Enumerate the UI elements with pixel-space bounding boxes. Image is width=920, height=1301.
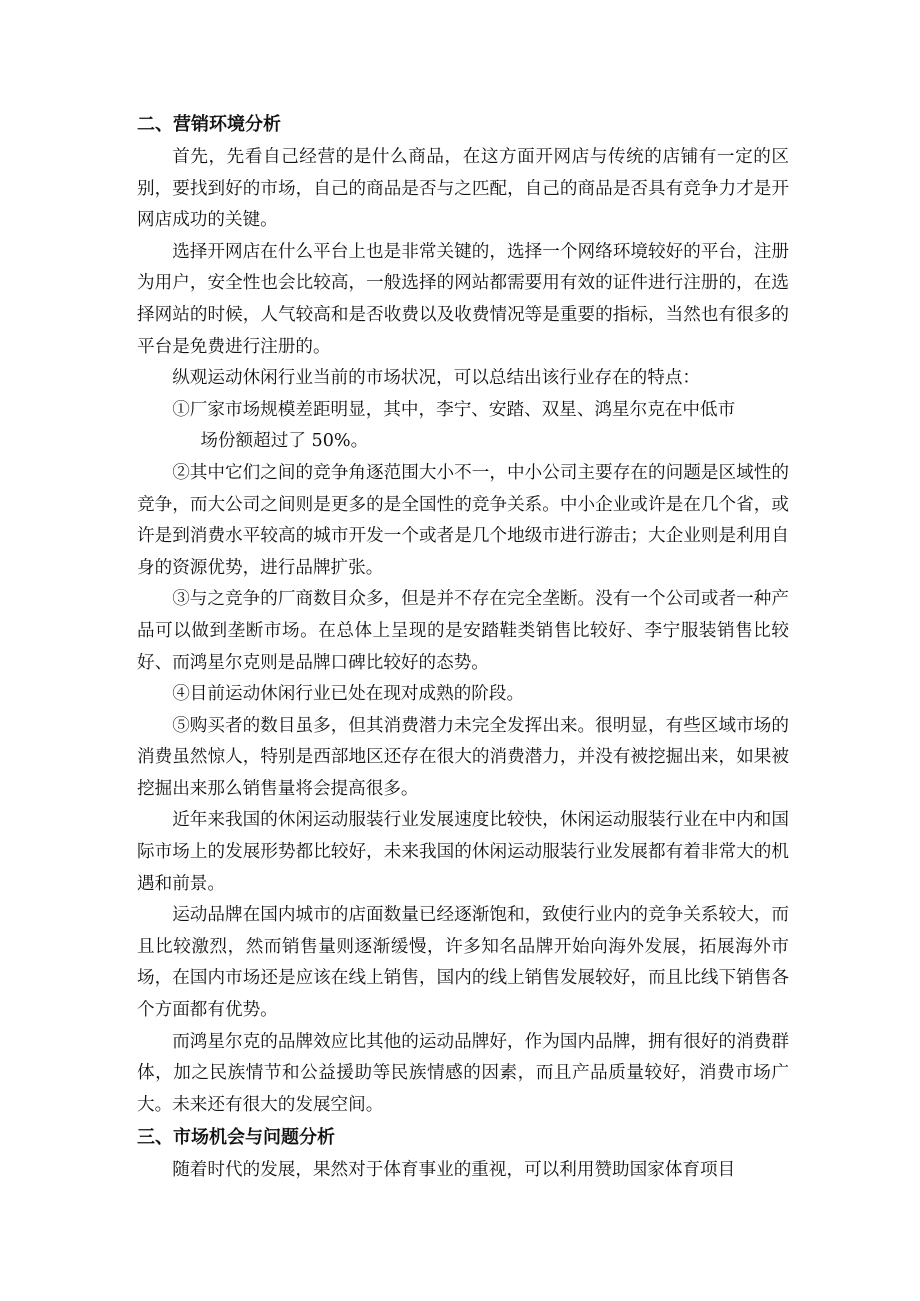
- list-item-1-line2: 场份额超过了 50%。: [200, 431, 369, 452]
- list-item-3: ③与之竞争的厂商数目众多，但是并不存在完全垄断。没有一个公司或者一种产品可以做到垄断市场。在总体上呈现的是安踏鞋类销售比较好、李宁服装销售比较好、而鸿星尔克则是品牌口碑比较好的态势。: [137, 589, 789, 673]
- paragraph-brand-effect: 而鸿星尔克的品牌效应比其他的运动品牌好，作为国内品牌，拥有很好的消费群体，加之民族情节和公益援助等民族情感的因素，而且产品质量较好，消费市场广大。未来还有很大的发展空间。: [137, 1031, 789, 1115]
- paragraph-products: 首先，先看自己经营的是什么商品，在这方面开网店与传统的店铺有一定的区别，要找到好的市场，自己的商品是否与之匹配，自己的商品是否具有竞争力才是开网店成功的关键。: [137, 147, 789, 231]
- paragraph-industry-overview: 纵观运动休闲行业当前的市场状况，可以总结出该行业存在的特点：: [172, 368, 701, 389]
- list-item-5: ⑤购买者的数目虽多，但其消费潜力未完全发挥出来。很明显，有些区域市场的消费虽然惊人，特别是西部地区还存在很大的消费潜力，并没有被挖掘出来，如果被挖掘出来那么销售量将会提高很多。: [137, 715, 789, 799]
- paragraph-store-saturation: 运动品牌在国内城市的店面数量已经逐渐饱和，致使行业内的竞争关系较大，而且比较激烈，然而销售量则逐渐缓慢，许多知名品牌开始向海外发展，拓展海外市场，在国内市场还是应该在线上销售，国内的线上销售发展较好，而且比线下销售各个方面都有优势。: [137, 905, 789, 1021]
- paragraph-sports-sponsorship: 随着时代的发展，果然对于体育事业的重视，可以利用赞助国家体育项目: [172, 1160, 736, 1181]
- list-item-2: ②其中它们之间的竞争角逐范围大小不一，中小公司主要存在的问题是区域性的竞争，而大公司之间则是更多的是全国性的竞争关系。中小企业或许是在几个省，或许是到消费水平较高的城市开发一个或者是几个地级市进行游击；大企业则是利用自身的资源优势，进行品牌扩张。: [137, 462, 789, 578]
- list-item-1-line1: ①厂家市场规模差距明显，其中，李宁、安踏、双星、鸿星尔克在中低市: [172, 399, 736, 420]
- section-heading-market-opportunity: 三、市场机会与问题分析: [137, 1127, 335, 1149]
- document-body: [137, 108, 789, 1187]
- list-item-4: ④目前运动休闲行业已处在现对成熟的阶段。: [172, 684, 525, 705]
- section-heading-marketing-environment: 二、营销环境分析: [137, 114, 281, 135]
- list-item-1: [137, 395, 789, 458]
- paragraph-platform: 选择开网店在什么平台上也是非常关键的，选择一个网络环境较好的平台，注册为用户，安全性也会比较高，一般选择的网站都需要用有效的证件进行注册的，在选择网站的时候，人气较高和是否收费以及收费情况等是重要的指标，当然也有很多的平台是免费进行注册的。: [137, 241, 789, 357]
- paragraph-industry-growth: 近年来我国的休闲运动服装行业发展速度比较快，休闲运动服装行业在中内和国际市场上的发展形势都比较好，未来我国的休闲运动服装行业发展都有着非常大的机遇和前景。: [137, 810, 789, 894]
